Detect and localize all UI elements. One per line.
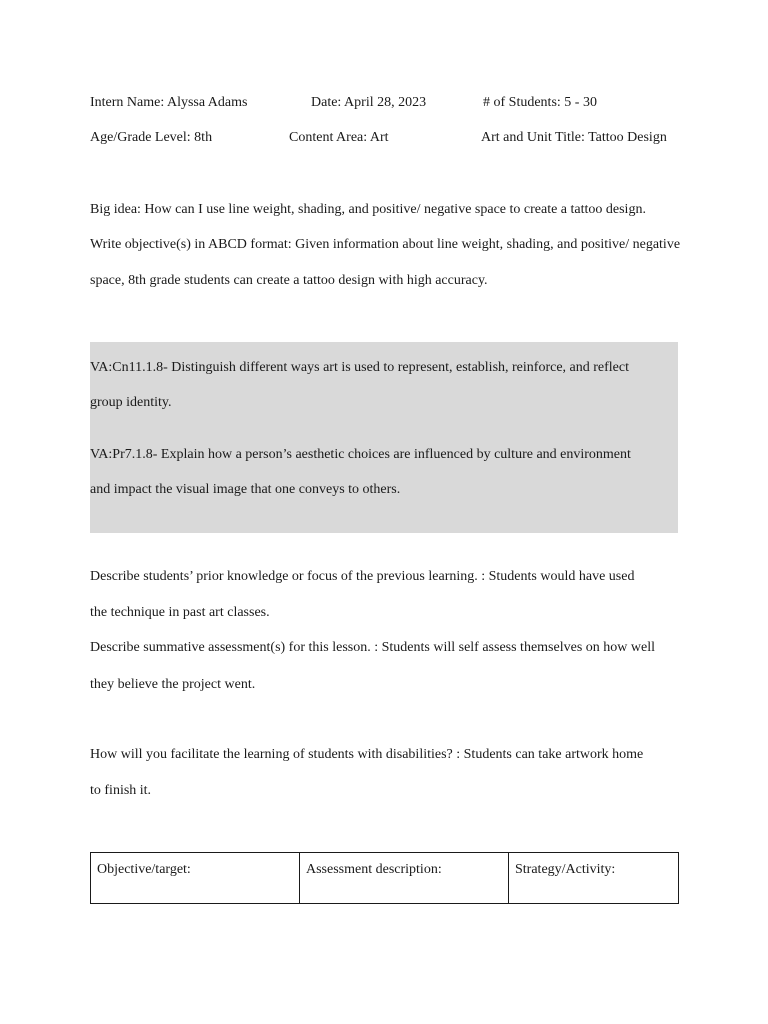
summative-line-2: they believe the project went. <box>90 677 256 692</box>
student-count: # of Students: 5 - 30 <box>483 95 597 110</box>
col-strategy-activity: Strategy/Activity: <box>509 853 679 904</box>
standard-1-line-2: group identity. <box>90 395 172 410</box>
lesson-table <box>90 852 679 904</box>
prior-knowledge-line-1: Describe students’ prior knowledge or focus of the previous learning. : Students would have used <box>90 569 635 584</box>
col-assessment-description: Assessment description: <box>300 853 509 904</box>
unit-title: Art and Unit Title: Tattoo Design <box>481 130 667 145</box>
summative-line-1: Describe summative assessment(s) for this lesson. : Students will self assess themselves on how well <box>90 640 655 655</box>
standard-2-line-1: VA:Pr7.1.8- Explain how a person’s aesthetic choices are influenced by culture and environment <box>90 447 631 462</box>
intern-name: Intern Name: Alyssa Adams <box>90 95 248 110</box>
content-area: Content Area: Art <box>289 130 389 145</box>
standard-2-line-2: and impact the visual image that one conveys to others. <box>90 482 401 497</box>
disabilities-line-2: to finish it. <box>90 783 152 798</box>
lesson-date: Date: April 28, 2023 <box>311 95 427 110</box>
table-header-row <box>91 853 679 904</box>
grade-level: Age/Grade Level: 8th <box>90 130 213 145</box>
disabilities-line-1: How will you facilitate the learning of students with disabilities? : Students can take artwork home <box>90 747 644 762</box>
prior-knowledge-line-2: the technique in past art classes. <box>90 605 270 620</box>
objective-line-1: Write objective(s) in ABCD format: Given information about line weight, shading, and positive/ negative <box>90 237 681 252</box>
standard-1-line-1: VA:Cn11.1.8- Distinguish different ways art is used to represent, establish, reinforce, and reflect <box>90 360 629 375</box>
big-idea: Big idea: How can I use line weight, shading, and positive/ negative space to create a tattoo design. <box>90 202 646 217</box>
col-objective-target: Objective/target: <box>91 853 300 904</box>
objective-line-2: space, 8th grade students can create a tattoo design with high accuracy. <box>90 273 488 288</box>
